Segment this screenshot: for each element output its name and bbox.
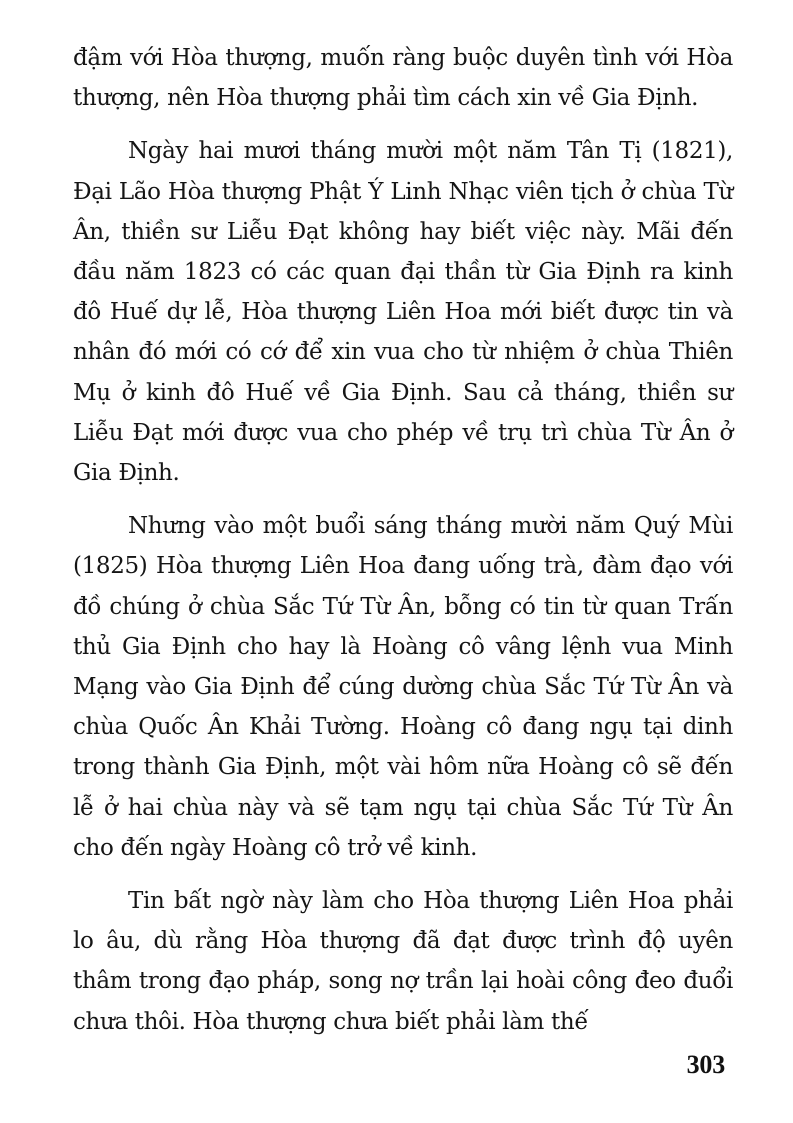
paragraph-2: Ngày hai mươi tháng mười một năm Tân Tị (1821), Đại Lão Hòa thượng Phật Ý Linh Nhạc viên tịch ở chùa Từ Ân, thiền sư Liễu Đạt không hay biết việc này. Mãi đến đầu năm 1823 có các quan đại thần từ Gia Định ra kinh đô Huế dự lễ, Hòa thượng Liên Hoa mới biết được tin và nhân đó mới có cớ để xin vua cho từ nhiệm ở chùa Thiên Mụ ở kinh đô Huế về Gia Định. Sau cả tháng, thiền sư Liễu Đạt mới được vua cho phép về trụ trì chùa Từ Ân ở Gia Định. <box>73 138 733 487</box>
paragraph-4: Tin bất ngờ này làm cho Hòa thượng Liên Hoa phải lo âu, dù rằng Hòa thượng đã đạt được trình độ uyên thâm trong đạo pháp, song nợ trần lại hoài công đeo đuổi chưa thôi. Hòa thượng chưa biết phải làm thế <box>73 888 733 1035</box>
paragraph-1: đậm với Hòa thượng, muốn ràng buộc duyên tình với Hòa thượng, nên Hòa thượng phải tìm cách xin về Gia Định. <box>73 45 733 112</box>
page-number: 303 <box>686 1050 725 1079</box>
paragraph-3: Nhưng vào một buổi sáng tháng mười năm Quý Mùi (1825) Hòa thượng Liên Hoa đang uống trà, đàm đạo với đồ chúng ở chùa Sắc Tứ Từ Ân, bỗng có tin từ quan Trấn thủ Gia Định cho hay là Hoàng cô vâng lệnh vua Minh Mạng vào Gia Định để cúng dường chùa Sắc Tứ Từ Ân và chùa Quốc Ân Khải Tường. Hoàng cô đang ngụ tại dinh trong thành Gia Định, một vài hôm nữa Hoàng cô sẽ đến lễ ở hai chùa này và sẽ tạm ngụ tại chùa Sắc Tứ Từ Ân cho đến ngày Hoàng cô trở về kinh. <box>73 513 733 861</box>
page-body <box>73 38 733 1055</box>
